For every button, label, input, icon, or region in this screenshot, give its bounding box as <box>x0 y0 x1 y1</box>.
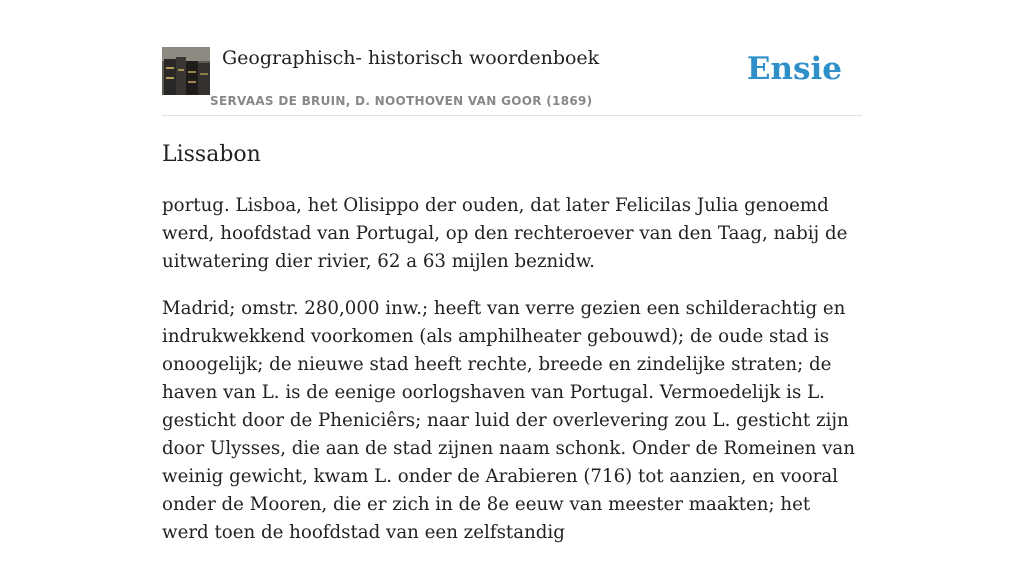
book-title[interactable]: Geographisch- historisch woordenboek <box>222 47 600 69</box>
ensie-logo-link[interactable]: Ensie <box>746 51 842 87</box>
books-icon[interactable] <box>162 47 210 95</box>
entry-paragraph: Madrid; omstr. 280,000 inw.; heeft van verre gezien een schilderachtig en indrukwekkend voorkomen (als amphilheater gebouwd); de oude stad is onoogelijk; de nieuwe stad heeft rechte, breede en zindelijke straten; de haven van L. is de eenige oorlogshaven van Portugal. Vermoedelijk is L. gesticht door de Pheniciêrs; naar luid der overlevering zou L. gesticht zijn door Ulysses, die aan de stad zijnen naam schonk. Onder de Romeinen van weinig gewicht, kwam L. onder de Arabieren (716) tot aanzien, en vooral onder de Mooren, die er zich in de 8e eeuw van meester maakten; het werd toen de hoofdstad van een zelfstandig <box>162 298 855 543</box>
book-authors-year: SERVAAS DE BRUIN, D. NOOTHOVEN VAN GOOR (1869) <box>210 94 593 108</box>
book-header <box>162 46 862 116</box>
entry-title: Lissabon <box>162 142 261 167</box>
entry-paragraph: portug. Lisboa, het Olisippo der ouden, dat later Felicilas Julia genoemd werd, hoofdstad van Portugal, op den rechteroever van den Taag, nabij de uitwatering dier rivier, 62 a 63 mijlen beznidw. <box>162 195 848 272</box>
entry-content <box>162 192 862 566</box>
